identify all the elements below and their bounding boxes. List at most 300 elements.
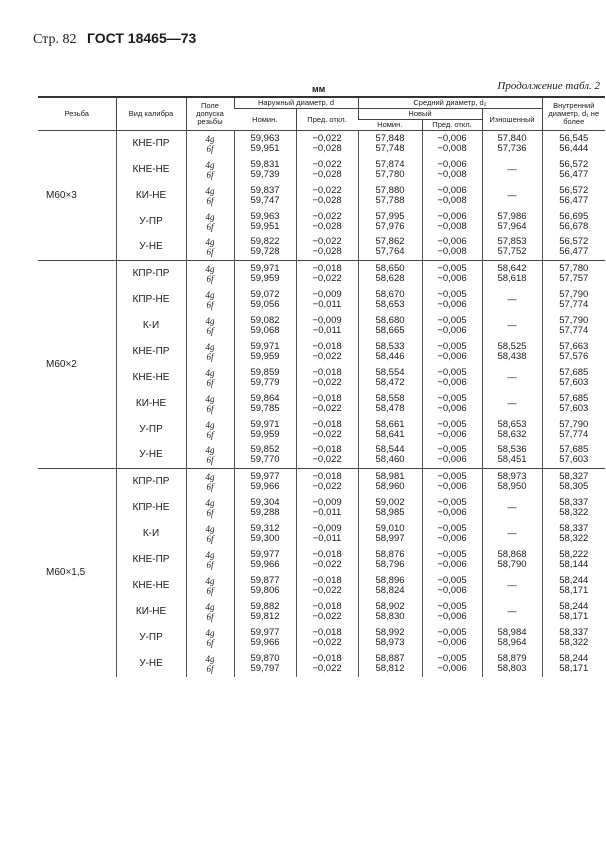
- pitch-limit-dev-cell-value: −0,006: [437, 428, 467, 440]
- pitch-nominal-cell: [358, 443, 422, 469]
- tolerance-cell-value: 4g: [205, 367, 215, 378]
- worn-cell-value: —: [507, 397, 517, 409]
- pitch-limit-dev-cell: [422, 131, 482, 157]
- pitch-limit-dev-cell-value: −0,006: [437, 210, 467, 222]
- pitch-nominal-cell-value: 57,862: [375, 236, 405, 248]
- pitch-limit-dev-cell-value: −0,005: [437, 522, 467, 534]
- outer-nominal-cell: [234, 469, 296, 495]
- pitch-limit-dev-cell: [422, 209, 482, 235]
- outer-limit-dev-cell-value: −0,009: [312, 314, 342, 326]
- outer-limit-dev-cell-value: −0,028: [312, 194, 342, 206]
- worn-cell: [482, 651, 542, 677]
- gauge-type-cell: КПР-НЕ: [116, 287, 186, 313]
- worn-cell-value: 58,618: [497, 272, 527, 284]
- outer-limit-dev-cell: [296, 157, 358, 183]
- worn-cell: [482, 443, 542, 469]
- worn-cell-value: 57,840: [497, 132, 527, 144]
- outer-nominal-cell: [234, 599, 296, 625]
- pitch-nominal-cell-value: 58,981: [375, 470, 405, 482]
- outer-nominal-cell-value: 59,971: [250, 262, 280, 274]
- outer-limit-dev-cell-value: −0,022: [312, 236, 342, 248]
- worn-cell: [482, 339, 542, 365]
- gauge-type-cell: У-ПР: [116, 625, 186, 651]
- table-body: [38, 131, 605, 677]
- pitch-nominal-cell-value: 58,446: [375, 350, 405, 362]
- pitch-limit-dev-cell-value: −0,006: [437, 454, 467, 466]
- tolerance-cell: [186, 365, 234, 391]
- inner-diameter-cell-value: 58,322: [559, 532, 589, 544]
- pitch-limit-dev-cell: [422, 235, 482, 261]
- outer-nominal-cell-value: 59,966: [250, 480, 280, 492]
- inner-diameter-cell: [542, 521, 605, 547]
- outer-limit-dev-cell-value: −0,022: [312, 610, 342, 622]
- pitch-limit-dev-cell-value: −0,006: [437, 506, 467, 518]
- worn-cell-value: 58,803: [497, 662, 527, 674]
- outer-limit-dev-cell-value: −0,022: [312, 272, 342, 284]
- inner-diameter-cell-value: 58,171: [559, 662, 589, 674]
- outer-nominal-cell-value: 59,977: [250, 548, 280, 560]
- inner-diameter-cell: [542, 261, 605, 287]
- inner-diameter-cell: [542, 651, 605, 677]
- table-row: [38, 209, 605, 235]
- outer-limit-dev-cell-value: −0,011: [312, 324, 342, 336]
- pitch-limit-dev-cell-value: −0,006: [437, 324, 467, 336]
- pitch-limit-dev-cell-value: −0,005: [437, 496, 467, 508]
- tolerance-cell: [186, 651, 234, 677]
- outer-limit-dev-cell: [296, 651, 358, 677]
- units-label: мм: [312, 84, 326, 94]
- outer-nominal-cell-value: 59,797: [250, 662, 280, 674]
- pitch-limit-dev-cell: [422, 417, 482, 443]
- pitch-limit-dev-cell-value: −0,006: [437, 584, 467, 596]
- tolerance-cell-value: 6f: [206, 299, 214, 310]
- pitch-limit-dev-cell-value: −0,006: [437, 350, 467, 362]
- inner-diameter-cell-value: 58,171: [559, 610, 589, 622]
- outer-nominal-cell-value: 59,288: [250, 506, 280, 518]
- inner-diameter-cell-value: 57,663: [559, 340, 589, 352]
- inner-diameter-cell: [542, 313, 605, 339]
- outer-nominal-cell: [234, 157, 296, 183]
- tolerance-cell: [186, 547, 234, 573]
- outer-nominal-cell: [234, 651, 296, 677]
- outer-limit-dev-cell-value: −0,022: [312, 636, 342, 648]
- worn-cell: [482, 313, 542, 339]
- inner-diameter-cell-value: 56,572: [559, 236, 589, 248]
- worn-cell-value: 58,790: [497, 558, 527, 570]
- inner-diameter-cell: [542, 391, 605, 417]
- outer-limit-dev-cell-value: −0,011: [312, 298, 342, 310]
- inner-diameter-cell: [542, 339, 605, 365]
- pitch-nominal-cell-value: 59,010: [375, 522, 405, 534]
- outer-nominal-cell-value: 59,831: [250, 158, 280, 170]
- gauge-type-cell: КНЕ-НЕ: [116, 573, 186, 599]
- pitch-nominal-cell: [358, 417, 422, 443]
- tolerance-cell: [186, 261, 234, 287]
- tolerance-cell-value: 6f: [206, 585, 214, 596]
- pitch-nominal-cell-value: 58,650: [375, 262, 405, 274]
- outer-limit-dev-cell: [296, 495, 358, 521]
- outer-limit-dev-cell-value: −0,022: [312, 402, 342, 414]
- tolerance-cell-value: 6f: [206, 169, 214, 180]
- table-continuation-label: Продолжение табл. 2: [497, 80, 600, 92]
- pitch-nominal-cell: [358, 235, 422, 261]
- outer-limit-dev-cell-value: −0,018: [312, 626, 342, 638]
- outer-nominal-cell: [234, 625, 296, 651]
- pitch-nominal-cell: [358, 573, 422, 599]
- outer-nominal-cell: [234, 313, 296, 339]
- gauge-type-cell: КИ-НЕ: [116, 391, 186, 417]
- table-row: [38, 443, 605, 469]
- pitch-limit-dev-cell-value: −0,005: [437, 340, 467, 352]
- pitch-limit-dev-cell: [422, 365, 482, 391]
- inner-diameter-cell-value: 57,603: [559, 376, 589, 388]
- inner-diameter-cell: [542, 157, 605, 183]
- outer-nominal-cell: [234, 339, 296, 365]
- page-number: Стр. 82: [33, 32, 77, 47]
- pitch-nominal-cell-value: 58,460: [375, 454, 405, 466]
- worn-cell: [482, 547, 542, 573]
- pitch-limit-dev-cell-value: −0,008: [437, 142, 467, 154]
- outer-nominal-cell: [234, 573, 296, 599]
- pitch-nominal-cell-value: 58,985: [375, 506, 405, 518]
- inner-diameter-cell: [542, 417, 605, 443]
- table-row: [38, 625, 605, 651]
- outer-nominal-cell-value: 59,812: [250, 610, 280, 622]
- inner-diameter-cell-value: 58,171: [559, 584, 589, 596]
- pitch-limit-dev-cell: [422, 443, 482, 469]
- worn-cell-value: —: [507, 319, 517, 331]
- table-row: [38, 573, 605, 599]
- outer-limit-dev-cell: [296, 339, 358, 365]
- inner-diameter-cell: [542, 599, 605, 625]
- outer-nominal-cell-value: 59,747: [250, 194, 280, 206]
- inner-diameter-cell: [542, 625, 605, 651]
- tolerance-cell: [186, 469, 234, 495]
- worn-cell-value: —: [507, 371, 517, 383]
- pitch-limit-dev-cell: [422, 287, 482, 313]
- inner-diameter-cell-value: 57,790: [559, 288, 589, 300]
- pitch-nominal-cell: [358, 313, 422, 339]
- table-row: [38, 391, 605, 417]
- outer-nominal-cell-value: 59,971: [250, 418, 280, 430]
- worn-cell-value: 58,632: [497, 428, 527, 440]
- tolerance-cell: [186, 521, 234, 547]
- inner-diameter-cell-value: 57,790: [559, 314, 589, 326]
- pitch-nominal-cell: [358, 599, 422, 625]
- outer-limit-dev-cell: [296, 261, 358, 287]
- pitch-nominal-cell-value: 57,848: [375, 132, 405, 144]
- tolerance-cell-value: 6f: [206, 351, 214, 362]
- outer-nominal-cell-value: 59,959: [250, 350, 280, 362]
- inner-diameter-cell: [542, 443, 605, 469]
- tolerance-cell-value: 6f: [206, 507, 214, 518]
- pitch-nominal-cell: [358, 157, 422, 183]
- pitch-nominal-cell-value: 58,997: [375, 532, 405, 544]
- worn-cell-value: —: [507, 189, 517, 201]
- worn-cell-value: 57,752: [497, 246, 527, 258]
- tolerance-cell: [186, 625, 234, 651]
- inner-diameter-cell-value: 57,780: [559, 262, 589, 274]
- tolerance-cell-value: 4g: [205, 445, 215, 456]
- outer-nominal-cell-value: 59,779: [250, 376, 280, 388]
- worn-cell-value: 58,879: [497, 652, 527, 664]
- tolerance-cell: [186, 235, 234, 261]
- pitch-limit-dev-cell: [422, 651, 482, 677]
- inner-diameter-cell-value: 57,685: [559, 444, 589, 456]
- pitch-limit-dev-cell: [422, 157, 482, 183]
- gauge-type-cell: У-ПР: [116, 417, 186, 443]
- outer-limit-dev-cell-value: −0,009: [312, 522, 342, 534]
- tolerance-cell: [186, 157, 234, 183]
- inner-diameter-cell: [542, 183, 605, 209]
- worn-cell-value: 58,950: [497, 480, 527, 492]
- header-thread: Резьба: [38, 97, 116, 131]
- tolerance-cell-value: 4g: [205, 133, 215, 144]
- pitch-limit-dev-cell-value: −0,006: [437, 636, 467, 648]
- outer-nominal-cell-value: 59,959: [250, 272, 280, 284]
- inner-diameter-cell-value: 58,144: [559, 558, 589, 570]
- inner-diameter-cell: [542, 235, 605, 261]
- tolerance-cell-value: 4g: [205, 393, 215, 404]
- worn-cell-value: —: [507, 293, 517, 305]
- outer-limit-dev-cell: [296, 287, 358, 313]
- inner-diameter-cell-value: 57,774: [559, 324, 589, 336]
- worn-cell-value: 57,736: [497, 142, 527, 154]
- outer-nominal-cell-value: 59,770: [250, 454, 280, 466]
- pitch-nominal-cell-value: 58,887: [375, 652, 405, 664]
- outer-nominal-cell: [234, 131, 296, 157]
- tolerance-cell: [186, 495, 234, 521]
- worn-cell: [482, 599, 542, 625]
- inner-diameter-cell-value: 58,322: [559, 636, 589, 648]
- inner-diameter-cell-value: 56,444: [559, 142, 589, 154]
- gauge-type-cell: КПР-ПР: [116, 469, 186, 495]
- pitch-nominal-cell-value: 58,960: [375, 480, 405, 492]
- outer-limit-dev-cell-value: −0,011: [312, 506, 342, 518]
- tolerance-cell-value: 6f: [206, 221, 214, 232]
- tolerance-cell: [186, 599, 234, 625]
- tolerance-cell: [186, 183, 234, 209]
- table-row: [38, 469, 605, 495]
- pitch-nominal-cell: [358, 209, 422, 235]
- thread-cell: М60×2: [38, 261, 116, 469]
- worn-cell: [482, 469, 542, 495]
- gauge-type-cell: КИ-НЕ: [116, 183, 186, 209]
- header-worn: Изношенный: [482, 109, 542, 131]
- outer-limit-dev-cell: [296, 365, 358, 391]
- inner-diameter-cell-value: 58,337: [559, 522, 589, 534]
- tolerance-cell-value: 6f: [206, 143, 214, 154]
- gauge-type-cell: КНЕ-ПР: [116, 547, 186, 573]
- outer-nominal-cell-value: 59,082: [250, 314, 280, 326]
- header-tolerance-field: Поле допуска резьбы: [186, 97, 234, 131]
- table-row: [38, 521, 605, 547]
- tolerance-cell-value: 6f: [206, 481, 214, 492]
- pitch-nominal-cell: [358, 625, 422, 651]
- pitch-nominal-cell-value: 58,812: [375, 662, 405, 674]
- gauge-dimensions-table: [38, 96, 605, 677]
- outer-nominal-cell-value: 59,068: [250, 324, 280, 336]
- inner-diameter-cell: [542, 573, 605, 599]
- pitch-limit-dev-cell-value: −0,006: [437, 184, 467, 196]
- pitch-nominal-cell: [358, 469, 422, 495]
- outer-nominal-cell-value: 59,959: [250, 428, 280, 440]
- outer-nominal-cell-value: 59,056: [250, 298, 280, 310]
- outer-nominal-cell: [234, 443, 296, 469]
- worn-cell-value: —: [507, 163, 517, 175]
- pitch-limit-dev-cell-value: −0,006: [437, 558, 467, 570]
- outer-nominal-cell-value: 59,966: [250, 558, 280, 570]
- inner-diameter-cell-value: 58,305: [559, 480, 589, 492]
- inner-diameter-cell: [542, 365, 605, 391]
- tolerance-cell-value: 4g: [205, 211, 215, 222]
- pitch-nominal-cell-value: 58,533: [375, 340, 405, 352]
- table-row: [38, 131, 605, 157]
- outer-nominal-cell: [234, 287, 296, 313]
- pitch-limit-dev-cell-value: −0,005: [437, 470, 467, 482]
- pitch-nominal-cell-value: 58,830: [375, 610, 405, 622]
- table-row: [38, 183, 605, 209]
- pitch-limit-dev-cell: [422, 391, 482, 417]
- gauge-type-cell: К-И: [116, 521, 186, 547]
- pitch-limit-dev-cell: [422, 183, 482, 209]
- outer-limit-dev-cell-value: −0,022: [312, 184, 342, 196]
- tolerance-cell-value: 4g: [205, 289, 215, 300]
- pitch-nominal-cell: [358, 651, 422, 677]
- pitch-limit-dev-cell: [422, 625, 482, 651]
- outer-limit-dev-cell-value: −0,018: [312, 340, 342, 352]
- pitch-nominal-cell-value: 58,653: [375, 298, 405, 310]
- tolerance-cell-value: 6f: [206, 247, 214, 258]
- inner-diameter-cell-value: 58,222: [559, 548, 589, 560]
- pitch-nominal-cell-value: 58,628: [375, 272, 405, 284]
- standard-title: ГОСТ 18465—73: [86, 30, 197, 46]
- outer-limit-dev-cell-value: −0,018: [312, 548, 342, 560]
- outer-limit-dev-cell-value: −0,022: [312, 210, 342, 222]
- gauge-type-cell: К-И: [116, 313, 186, 339]
- outer-nominal-cell-value: 59,963: [250, 210, 280, 222]
- worn-cell: [482, 261, 542, 287]
- outer-limit-dev-cell-value: −0,009: [312, 288, 342, 300]
- pitch-nominal-cell-value: 57,874: [375, 158, 405, 170]
- pitch-limit-dev-cell-value: −0,006: [437, 532, 467, 544]
- outer-limit-dev-cell-value: −0,028: [312, 220, 342, 232]
- pitch-nominal-cell-value: 57,748: [375, 142, 405, 154]
- thread-cell: М60×1,5: [38, 469, 116, 677]
- worn-cell-value: —: [507, 501, 517, 513]
- inner-diameter-cell: [542, 469, 605, 495]
- outer-nominal-cell-value: 59,951: [250, 220, 280, 232]
- table-row: [38, 261, 605, 287]
- outer-nominal-cell-value: 59,312: [250, 522, 280, 534]
- pitch-nominal-cell-value: 58,472: [375, 376, 405, 388]
- tolerance-cell-value: 4g: [205, 601, 215, 612]
- inner-diameter-cell-value: 57,603: [559, 402, 589, 414]
- tolerance-cell-value: 4g: [205, 263, 215, 274]
- pitch-nominal-cell: [358, 391, 422, 417]
- pitch-nominal-cell-value: 58,796: [375, 558, 405, 570]
- worn-cell-value: —: [507, 605, 517, 617]
- inner-diameter-cell-value: 58,337: [559, 626, 589, 638]
- table-row: [38, 313, 605, 339]
- pitch-nominal-cell-value: 58,554: [375, 366, 405, 378]
- pitch-limit-dev-cell-value: −0,005: [437, 288, 467, 300]
- pitch-nominal-cell: [358, 287, 422, 313]
- gauge-type-cell: КНЕ-ПР: [116, 339, 186, 365]
- table-row: [38, 547, 605, 573]
- header-outer-diameter: Наружный диаметр, d: [234, 97, 358, 109]
- table-row: [38, 651, 605, 677]
- worn-cell-value: 57,964: [497, 220, 527, 232]
- table-row: [38, 235, 605, 261]
- gauge-type-cell: КНЕ-НЕ: [116, 365, 186, 391]
- outer-nominal-cell-value: 59,877: [250, 574, 280, 586]
- pitch-nominal-cell-value: 58,902: [375, 600, 405, 612]
- outer-nominal-cell-value: 59,852: [250, 444, 280, 456]
- inner-diameter-cell: [542, 287, 605, 313]
- pitch-limit-dev-cell: [422, 599, 482, 625]
- pitch-limit-dev-cell-value: −0,006: [437, 610, 467, 622]
- pitch-nominal-cell-value: 57,788: [375, 194, 405, 206]
- pitch-nominal-cell: [358, 261, 422, 287]
- pitch-nominal-cell-value: 57,995: [375, 210, 405, 222]
- worn-cell: [482, 573, 542, 599]
- outer-limit-dev-cell-value: −0,018: [312, 262, 342, 274]
- outer-limit-dev-cell: [296, 313, 358, 339]
- pitch-limit-dev-cell-value: −0,008: [437, 220, 467, 232]
- worn-cell-value: 58,536: [497, 444, 527, 456]
- outer-limit-dev-cell: [296, 443, 358, 469]
- pitch-nominal-cell-value: 58,670: [375, 288, 405, 300]
- pitch-nominal-cell: [358, 339, 422, 365]
- inner-diameter-cell-value: 56,545: [559, 132, 589, 144]
- pitch-limit-dev-cell-value: −0,005: [437, 262, 467, 274]
- inner-diameter-cell-value: 58,322: [559, 506, 589, 518]
- outer-nominal-cell-value: 59,963: [250, 132, 280, 144]
- tolerance-cell-value: 4g: [205, 549, 215, 560]
- pitch-nominal-cell: [358, 131, 422, 157]
- pitch-limit-dev-cell: [422, 313, 482, 339]
- outer-limit-dev-cell-value: −0,028: [312, 142, 342, 154]
- outer-limit-dev-cell-value: −0,022: [312, 376, 342, 388]
- worn-cell-value: 58,438: [497, 350, 527, 362]
- outer-limit-dev-cell-value: −0,018: [312, 366, 342, 378]
- outer-limit-dev-cell-value: −0,018: [312, 652, 342, 664]
- outer-nominal-cell-value: 59,304: [250, 496, 280, 508]
- pitch-nominal-cell-value: 58,544: [375, 444, 405, 456]
- outer-limit-dev-cell: [296, 131, 358, 157]
- worn-cell-value: —: [507, 527, 517, 539]
- outer-limit-dev-cell: [296, 417, 358, 443]
- pitch-nominal-cell-value: 58,876: [375, 548, 405, 560]
- tolerance-cell-value: 6f: [206, 663, 214, 674]
- inner-diameter-cell-value: 57,576: [559, 350, 589, 362]
- tolerance-cell-value: 4g: [205, 471, 215, 482]
- pitch-limit-dev-cell-value: −0,006: [437, 236, 467, 248]
- outer-limit-dev-cell: [296, 209, 358, 235]
- tolerance-cell-value: 6f: [206, 637, 214, 648]
- outer-limit-dev-cell-value: −0,022: [312, 158, 342, 170]
- outer-nominal-cell-value: 59,822: [250, 236, 280, 248]
- pitch-limit-dev-cell-value: −0,006: [437, 376, 467, 388]
- tolerance-cell-value: 6f: [206, 195, 214, 206]
- tolerance-cell-value: 6f: [206, 377, 214, 388]
- worn-cell-value: 58,964: [497, 636, 527, 648]
- table-row: [38, 287, 605, 313]
- outer-limit-dev-cell: [296, 469, 358, 495]
- inner-diameter-cell: [542, 131, 605, 157]
- page-header: [33, 30, 196, 48]
